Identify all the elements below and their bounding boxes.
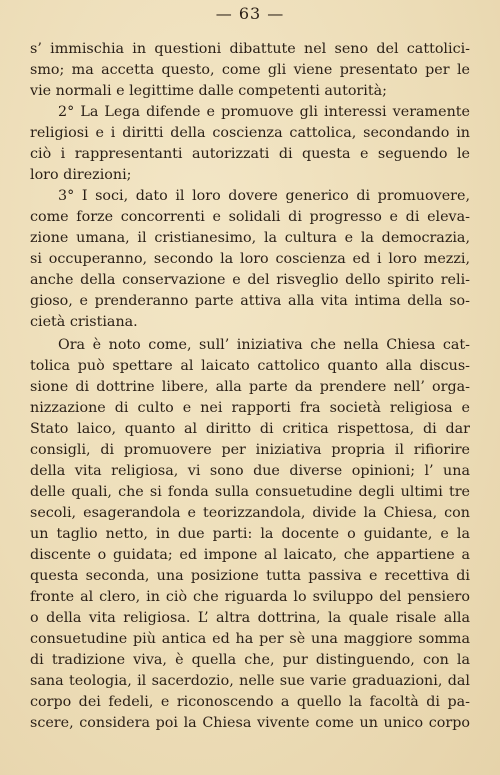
text-line: 3° I soci, dato il loro dovere generico di promuovere, xyxy=(58,188,470,204)
text-line: consuetudine più antica ed ha per sè una maggiore somma xyxy=(30,631,470,647)
text-line: o della vita religiosa. L’ altra dottrina, la quale risale alla xyxy=(30,610,470,626)
text-line: Stato laico, quanto al diritto di critica rispettosa, di dar xyxy=(30,421,470,437)
text-line: un taglio netto, in due parti: la docente o guidante, e la xyxy=(30,526,470,542)
text-line: tolica può spettare al laicato cattolico quanto alla discus- xyxy=(30,358,470,374)
text-line: delle quali, che si fonda sulla consuetudine degli ultimi tre xyxy=(30,484,470,500)
text-line: ciò i rappresentanti autorizzati di questa e seguendo le xyxy=(30,146,470,162)
text-line: sana teologia, il sacerdozio, nelle sue varie graduazioni, dal xyxy=(30,673,470,689)
text-line: si occuperanno, secondo la loro coscienza ed i loro mezzi, xyxy=(30,251,470,267)
text-line: loro direzioni; xyxy=(30,167,132,183)
text-line: della vita religiosa, vi sono due diverse opinioni; l’ una xyxy=(30,463,470,479)
text-line: vie normali e legittime dalle competenti autorità; xyxy=(30,83,387,99)
text-line: corpo dei fedeli, e riconoscendo a quello la facoltà di pa- xyxy=(30,694,470,710)
text-line: fronte al clero, in ciò che riguarda lo sviluppo del pensiero xyxy=(30,589,470,605)
text-line: questa seconda, una posizione tutta passiva e recettiva di xyxy=(30,568,470,584)
text-line: di tradizione viva, è quella che, pur distinguendo, con la xyxy=(30,652,470,668)
text-line: sione di dottrine libere, alla parte da prendere nell’ orga- xyxy=(30,379,470,395)
text-line: Ora è noto come, sull’ iniziativa che nella Chiesa cat- xyxy=(58,337,470,353)
text-line: gioso, e prenderanno parte attiva alla vita intima della so- xyxy=(30,293,470,309)
text-line: secoli, esagerandola e teorizzandola, divide la Chiesa, con xyxy=(30,505,470,521)
text-line: smo; ma accetta questo, come gli viene presentato per le xyxy=(30,62,470,78)
text-line: discente o guidata; ed impone al laicato, che appartiene a xyxy=(30,547,470,563)
text-line: 2° La Lega difende e promuove gli interessi veramente xyxy=(58,104,470,120)
text-line: cietà cristiana. xyxy=(30,314,138,330)
text-line: s’ immischia in questioni dibattute nel seno del cattolici- xyxy=(30,41,470,57)
text-line: anche della conservazione e del risveglio dello spirito reli- xyxy=(30,272,470,288)
text-line: religiosi e i diritti della coscienza cattolica, secondando in xyxy=(30,125,470,141)
page-number: — 63 — xyxy=(215,4,285,23)
body-text xyxy=(30,39,470,734)
text-line: scere, considera poi la Chiesa vivente come un unico corpo xyxy=(30,715,470,731)
text-line: nizzazione di culto e nei rapporti fra società religiosa e xyxy=(30,400,470,416)
text-line: consigli, di promuovere per iniziativa propria il rifiorire xyxy=(30,442,470,458)
text-line: come forze concorrenti e solidali di progresso e di eleva- xyxy=(30,209,470,225)
text-line: zione umana, il cristianesimo, la cultura e la democrazia, xyxy=(30,230,470,246)
